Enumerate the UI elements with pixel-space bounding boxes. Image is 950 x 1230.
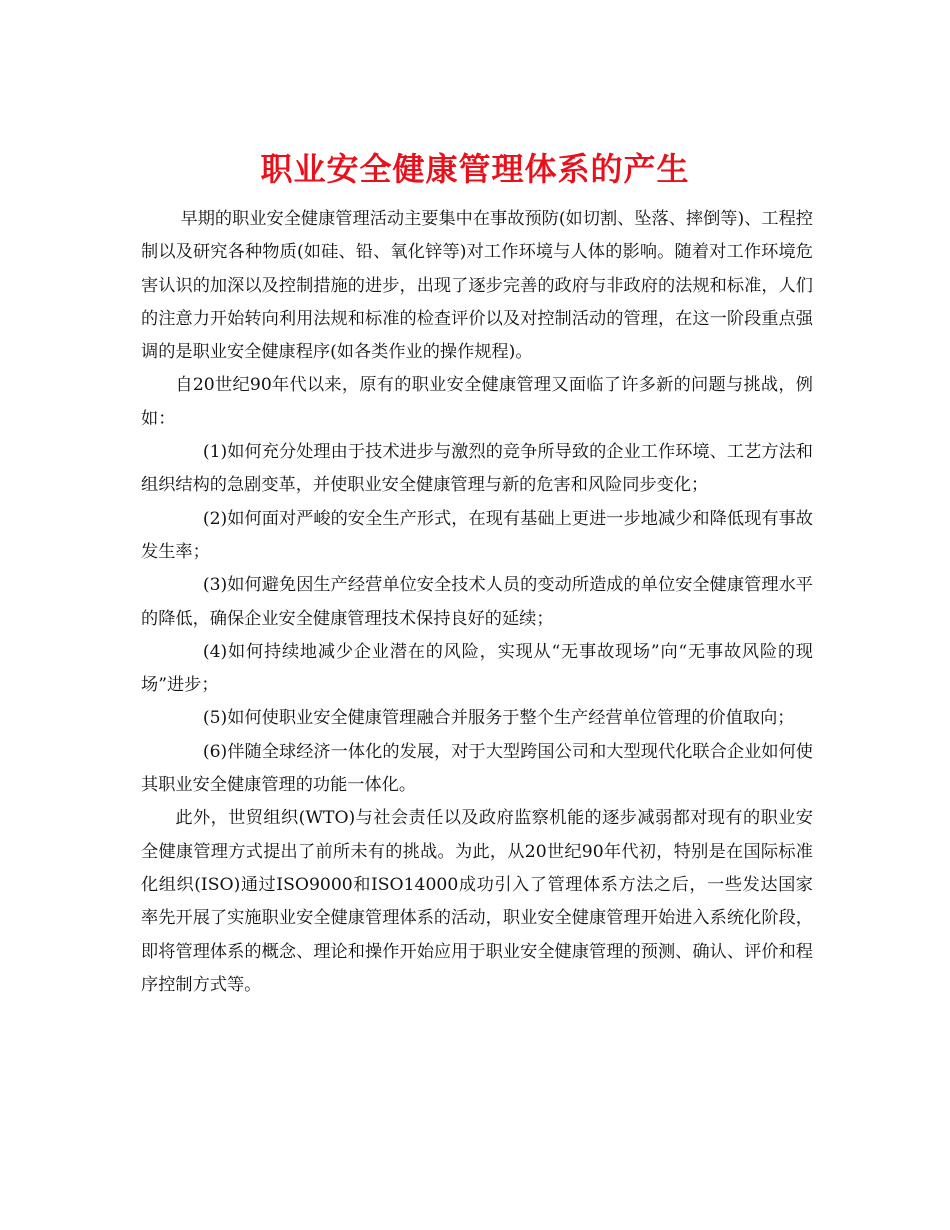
document-title: 职业安全健康管理体系的产生	[260, 150, 690, 189]
list-item-4: (4)如何持续地减少企业潜在的风险，实现从“无事故现场”向“无事故风险的现场”进步；	[141, 641, 813, 696]
list-item-5: (5)如何使职业安全健康管理融合并服务于整个生产经营单位管理的价值取向；	[202, 708, 795, 729]
list-item-1: (1)如何充分处理由于技术进步与激烈的竞争所导致的企业工作环境、工艺方法和组织结构的急剧变革，并使职业安全健康管理与新的危害和风险同步变化；	[141, 442, 813, 496]
paragraph-conclusion: 此外，世贸组织(WTO)与社会责任以及政府监察机能的逐步减弱都对现有的职业安全健康管理方式提出了前所未有的挑战。为此，从20世纪90年代初，特别是在国际标准化组织(ISO)通过ISO9000和ISO14000成功引入了管理体系方法之后，一些发达国家率先开展了实施职业安全健康管理体系的活动，职业安全健康管理开始进入系统化阶段，即将管理体系的概念、理论和操作开始应用于职业安全健康管理的预测、确认、评价和程序控制方式等。	[141, 808, 813, 995]
paragraph-intro: 早期的职业安全健康管理活动主要集中在事故预防(如切割、坠落、摔倒等)、工程控制以及研究各种物质(如硅、铅、氧化锌等)对工作环境与人体的影响。随着对工作环境危害认识的加深以及控制措施的进步，出现了逐步完善的政府与非政府的法规和标准，人们的注意力开始转向利用法规和标准的检查评价以及对控制活动的管理，在这一阶段重点强调的是职业安全健康程序(如各类作业的操作规程)。	[141, 209, 813, 363]
list-item-6: (6)伴随全球经济一体化的发展，对于大型跨国公司和大型现代化联合企业如何使其职业安全健康管理的功能一体化。	[141, 741, 813, 796]
document-body	[141, 203, 813, 1002]
list-item-2: (2)如何面对严峻的安全生产形式，在现有基础上更进一步地减少和降低现有事故发生率；	[141, 508, 813, 562]
list-item-3: (3)如何避免因生产经营单位安全技术人员的变动所造成的单位安全健康管理水平的降低，确保企业安全健康管理技术保持良好的延续；	[141, 575, 813, 629]
paragraph-challenges-intro: 自20世纪90年代以来，原有的职业安全健康管理又面临了许多新的问题与挑战，例如：	[141, 375, 813, 429]
